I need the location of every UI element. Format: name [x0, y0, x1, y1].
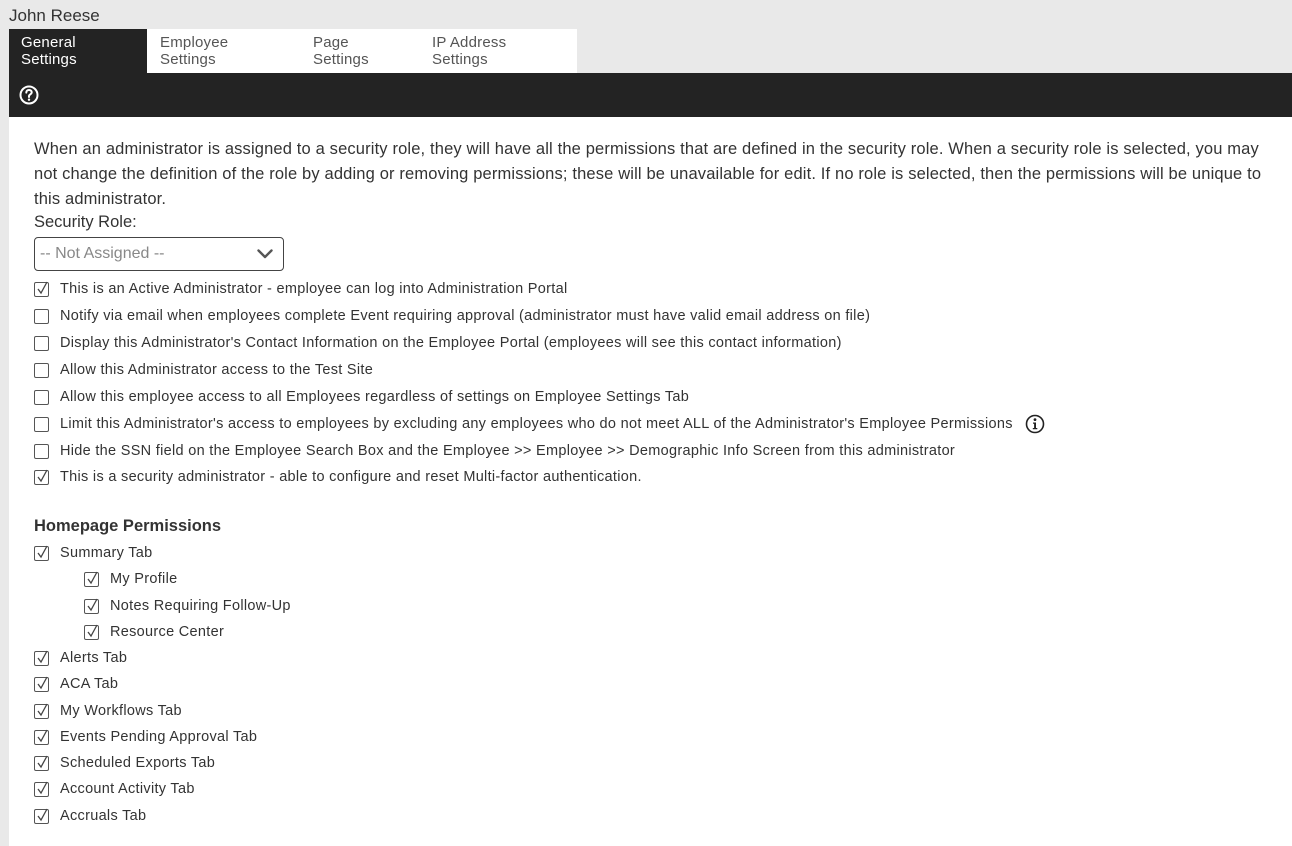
security-role-label: Security Role: [34, 213, 137, 231]
perm-alerts-tab [34, 648, 127, 668]
chevron-down-icon [257, 248, 273, 260]
checkbox-accruals-tab[interactable] [34, 809, 49, 824]
checkmark-icon [35, 675, 49, 691]
checkbox-account-activity-tab[interactable] [34, 782, 49, 797]
checkbox-summary-tab[interactable] [34, 546, 49, 561]
perm-label: Notes Requiring Follow-Up [110, 598, 291, 614]
perm-accruals-tab [34, 806, 146, 826]
option-all-employees-access [34, 387, 689, 407]
checkbox-scheduled-exports-tab[interactable] [34, 756, 49, 771]
checkbox-aca-tab[interactable] [34, 677, 49, 692]
checkbox-notify-email[interactable] [34, 309, 49, 324]
perm-summary-tab [34, 543, 152, 563]
settings-tabs [9, 29, 577, 73]
perm-label: Accruals Tab [60, 808, 147, 824]
checkbox-limit-access[interactable] [34, 417, 49, 432]
perm-label: Resource Center [110, 624, 225, 640]
checkmark-icon [35, 807, 49, 823]
checkmark-icon [35, 780, 49, 796]
perm-label: Account Activity Tab [60, 781, 195, 797]
checkbox-test-site-access[interactable] [34, 363, 49, 378]
option-active-administrator [34, 279, 567, 299]
perm-resource-center [84, 622, 224, 642]
checkbox-my-workflows-tab[interactable] [34, 704, 49, 719]
checkbox-all-employees-access[interactable] [34, 390, 49, 405]
security-role-value: -- Not Assigned -- [40, 245, 165, 262]
general-settings-panel [9, 117, 1292, 846]
option-label: This is an Active Administrator - employee can log into Administration Portal [60, 281, 568, 297]
homepage-permissions-title: Homepage Permissions [34, 517, 222, 535]
perm-label: My Profile [110, 571, 178, 587]
info-icon[interactable] [1025, 414, 1045, 434]
perm-label: My Workflows Tab [60, 703, 182, 719]
checkmark-icon [35, 649, 49, 665]
checkmark-icon [35, 702, 49, 718]
option-label: This is a security administrator - able to configure and reset Multi-factor authentication. [60, 469, 642, 485]
tab-page-settings[interactable]: Page Settings [313, 34, 369, 68]
checkmark-icon [35, 280, 49, 296]
checkmark-icon [85, 570, 99, 586]
option-limit-access [34, 414, 1045, 434]
perm-account-activity-tab [34, 779, 195, 799]
perm-aca-tab [34, 674, 118, 694]
tab-general-settings[interactable]: General Settings [9, 29, 147, 73]
intro-text: When an administrator is assigned to a security role, they will have all the permissions that are defined in the security role. When a security role is selected, you may not change the definition of the role by adding or removing permissions; these will be unavailable for edit. If no role is selected, then the permissions will be unique to this administrator. [34, 140, 1262, 208]
checkbox-security-administrator[interactable] [34, 470, 49, 485]
perm-label: Scheduled Exports Tab [60, 755, 216, 771]
option-label: Hide the SSN field on the Employee Search Box and the Employee >> Employee >> Demographic Info Screen from this administrator [60, 443, 956, 459]
perm-scheduled-exports-tab [34, 753, 215, 773]
checkmark-icon [85, 623, 99, 639]
option-display-contact-info [34, 333, 842, 353]
option-label: Allow this employee access to all Employees regardless of settings on Employee Settings Tab [60, 389, 690, 405]
perm-label: Summary Tab [60, 545, 153, 561]
checkbox-events-pending-approval-tab[interactable] [34, 730, 49, 745]
option-label: Allow this Administrator access to the Test Site [60, 362, 374, 378]
option-hide-ssn [34, 441, 955, 461]
checkbox-notes-follow-up[interactable] [84, 599, 99, 614]
checkmark-icon [35, 754, 49, 770]
checkbox-my-profile[interactable] [84, 572, 99, 587]
option-notify-email [34, 306, 870, 326]
perm-notes-follow-up [84, 596, 291, 616]
option-label: Limit this Administrator's access to employees by excluding any employees who do not meet ALL of the Administrator's Employee Permissions [60, 416, 1013, 432]
checkmark-icon [35, 468, 49, 484]
perm-label: Events Pending Approval Tab [60, 729, 258, 745]
tab-ip-address-settings[interactable]: IP Address Settings [432, 34, 507, 68]
perm-label: Alerts Tab [60, 650, 128, 666]
toolbar [9, 73, 1292, 117]
user-name: John Reese [9, 6, 100, 25]
checkbox-resource-center[interactable] [84, 625, 99, 640]
help-circle-icon[interactable] [19, 85, 39, 105]
option-test-site-access [34, 360, 373, 380]
checkbox-active-administrator[interactable] [34, 282, 49, 297]
checkmark-icon [35, 544, 49, 560]
option-label: Notify via email when employees complete Event requiring approval (administrator must have valid email address on file) [60, 308, 871, 324]
perm-my-workflows-tab [34, 701, 182, 721]
security-role-select[interactable] [34, 237, 284, 271]
checkbox-display-contact-info[interactable] [34, 336, 49, 351]
perm-events-pending-approval-tab [34, 727, 257, 747]
checkmark-icon [35, 728, 49, 744]
checkmark-icon [85, 597, 99, 613]
checkbox-hide-ssn[interactable] [34, 444, 49, 459]
option-label: Display this Administrator's Contact Information on the Employee Portal (employees will see this contact information) [60, 335, 842, 351]
checkbox-alerts-tab[interactable] [34, 651, 49, 666]
option-security-administrator [34, 467, 642, 487]
perm-my-profile [84, 569, 177, 589]
perm-label: ACA Tab [60, 676, 119, 692]
tab-employee-settings[interactable]: Employee Settings [160, 34, 229, 68]
